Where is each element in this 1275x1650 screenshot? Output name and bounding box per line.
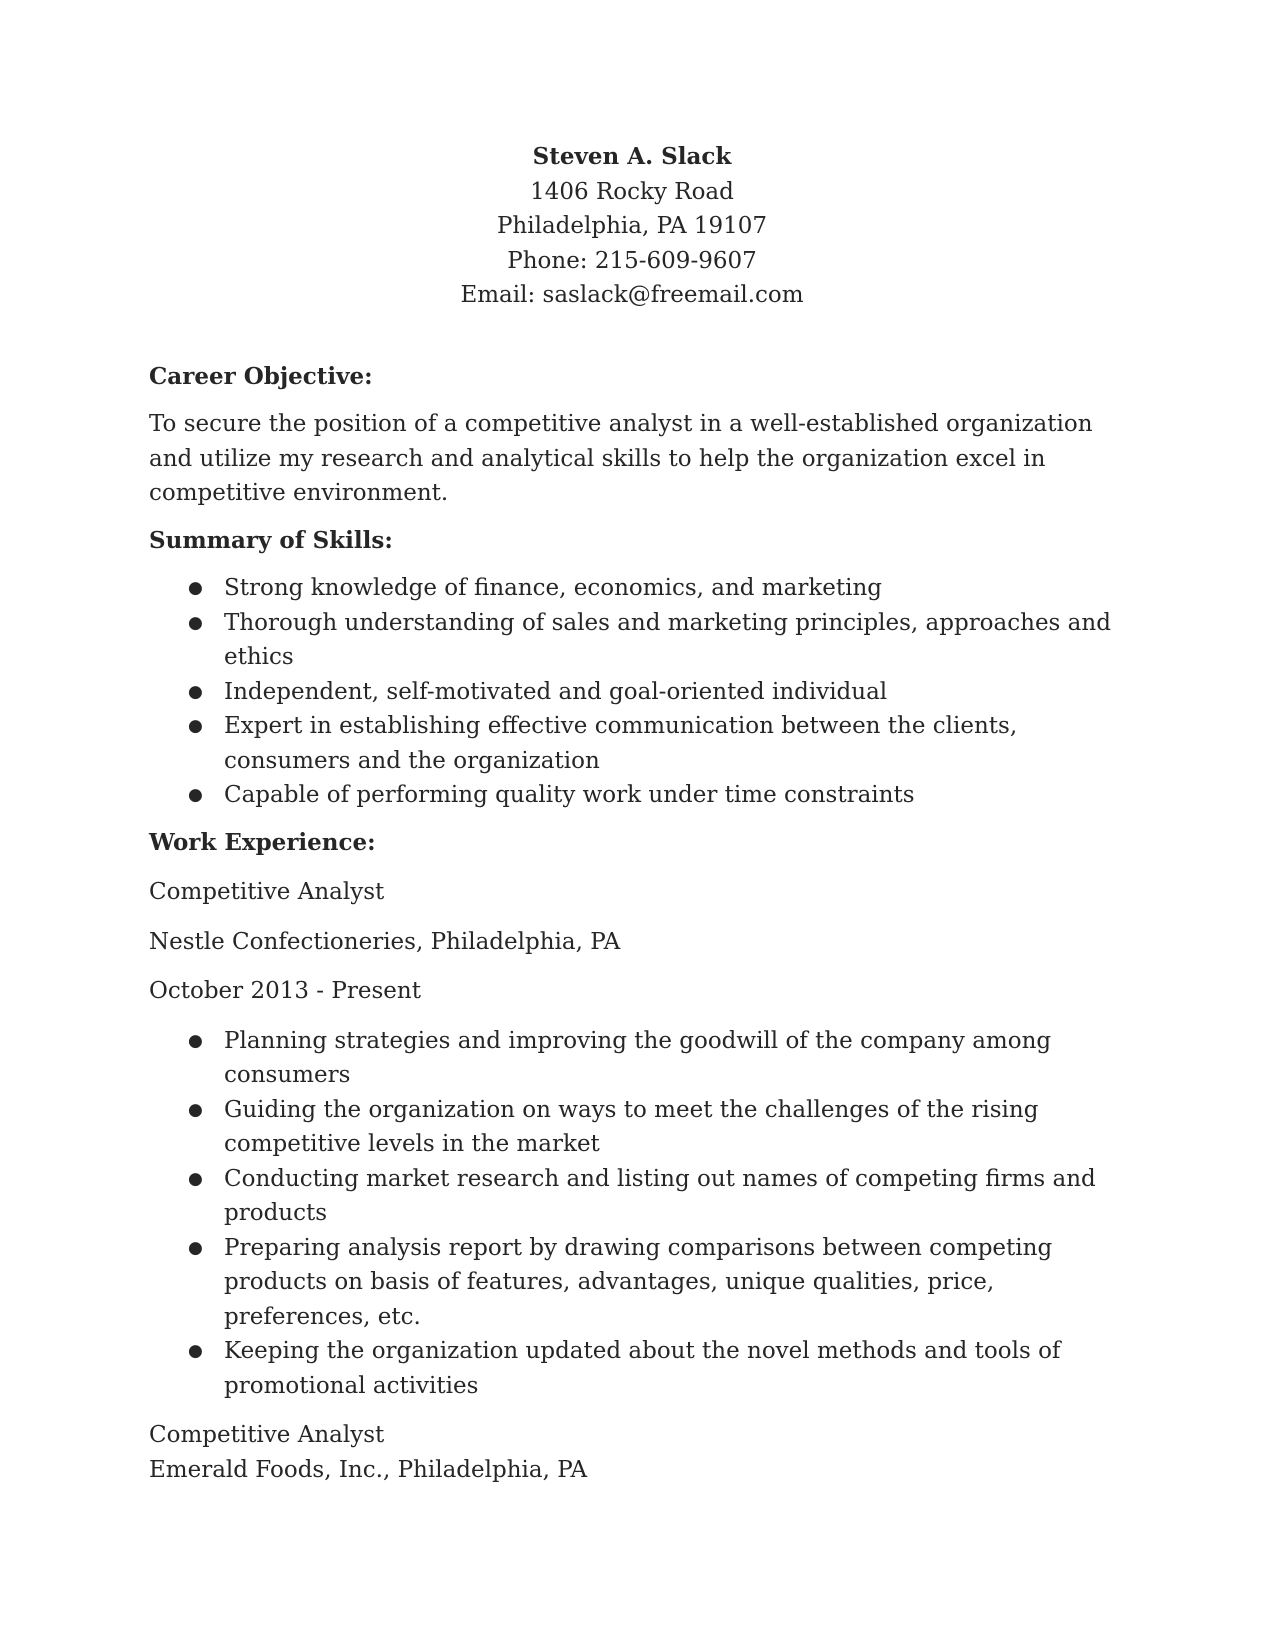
job-company: Nestle Confectioneries, Philadelphia, PA [149, 928, 621, 955]
bullet-icon: ● [188, 612, 203, 633]
address-line-1: 1406 Rocky Road [530, 178, 734, 205]
skills-list [149, 571, 1129, 813]
list-item-text: Strong knowledge of finance, economics, and marketing [224, 575, 883, 601]
list-item [149, 1024, 1129, 1093]
resume-page [149, 140, 1129, 1487]
list-item [149, 675, 1129, 710]
list-item [149, 709, 1129, 778]
email: Email: saslack@freemail.com [460, 282, 804, 308]
list-item-text: Thorough understanding of sales and marketing principles, approaches and ethics [224, 609, 1111, 670]
bullet-icon: ● [188, 716, 203, 736]
bullet-icon: ● [188, 785, 203, 805]
bullet-icon: ● [188, 681, 203, 702]
bullet-icon: ● [188, 1099, 203, 1120]
phone: Phone: 215-609-9607 [507, 247, 757, 274]
candidate-name: Steven A. Slack [532, 143, 732, 170]
list-item-text: Preparing analysis report by drawing comparisons between competing products on basis of features, advantages, unique qualities, price, preferences, etc. [224, 1234, 1053, 1330]
bullet-icon: ● [188, 1341, 203, 1361]
list-item [149, 606, 1129, 675]
address-line-2: Philadelphia, PA 19107 [496, 213, 768, 239]
list-item-text: Capable of performing quality work under time constraints [224, 782, 915, 808]
bullet-icon: ● [188, 1030, 203, 1051]
contact-block [149, 140, 1115, 313]
career-objective-heading: Career Objective: [149, 362, 373, 390]
list-item-text: Independent, self-motivated and goal-oriented individual [224, 678, 888, 705]
list-item [149, 1162, 1129, 1231]
list-item-text: Planning strategies and improving the goodwill of the company among consumers [224, 1027, 1052, 1088]
list-item-text: Keeping the organization updated about the novel methods and tools of promotional activities [224, 1338, 1061, 1399]
list-item [149, 1334, 1129, 1403]
list-item [149, 1231, 1129, 1335]
bullet-icon: ● [188, 578, 203, 598]
list-item-text: Conducting market research and listing out names of competing firms and products [224, 1165, 1096, 1226]
career-objective-text: To secure the position of a competitive analyst in a well-established organization and utilize my research and analytical skills to help the organization excel in competitive environment. [149, 411, 1093, 506]
list-item-text: Expert in establishing effective communication between the clients, consumers and the organization [224, 713, 1018, 774]
list-item-text: Guiding the organization on ways to meet the challenges of the rising competitive levels in the market [224, 1096, 1039, 1157]
list-item [149, 1093, 1129, 1162]
job-company: Emerald Foods, Inc., Philadelphia, PA [149, 1456, 588, 1483]
job-title: Competitive Analyst [149, 879, 385, 905]
work-experience-heading: Work Experience: [149, 828, 376, 856]
job-duties-list [149, 1024, 1129, 1404]
job-title: Competitive Analyst [149, 1422, 385, 1448]
bullet-icon: ● [188, 1168, 203, 1189]
list-item [149, 571, 1129, 606]
job-dates: October 2013 - Present [149, 978, 421, 1004]
bullet-icon: ● [188, 1237, 203, 1258]
skills-heading: Summary of Skills: [149, 526, 393, 554]
list-item [149, 778, 1129, 813]
